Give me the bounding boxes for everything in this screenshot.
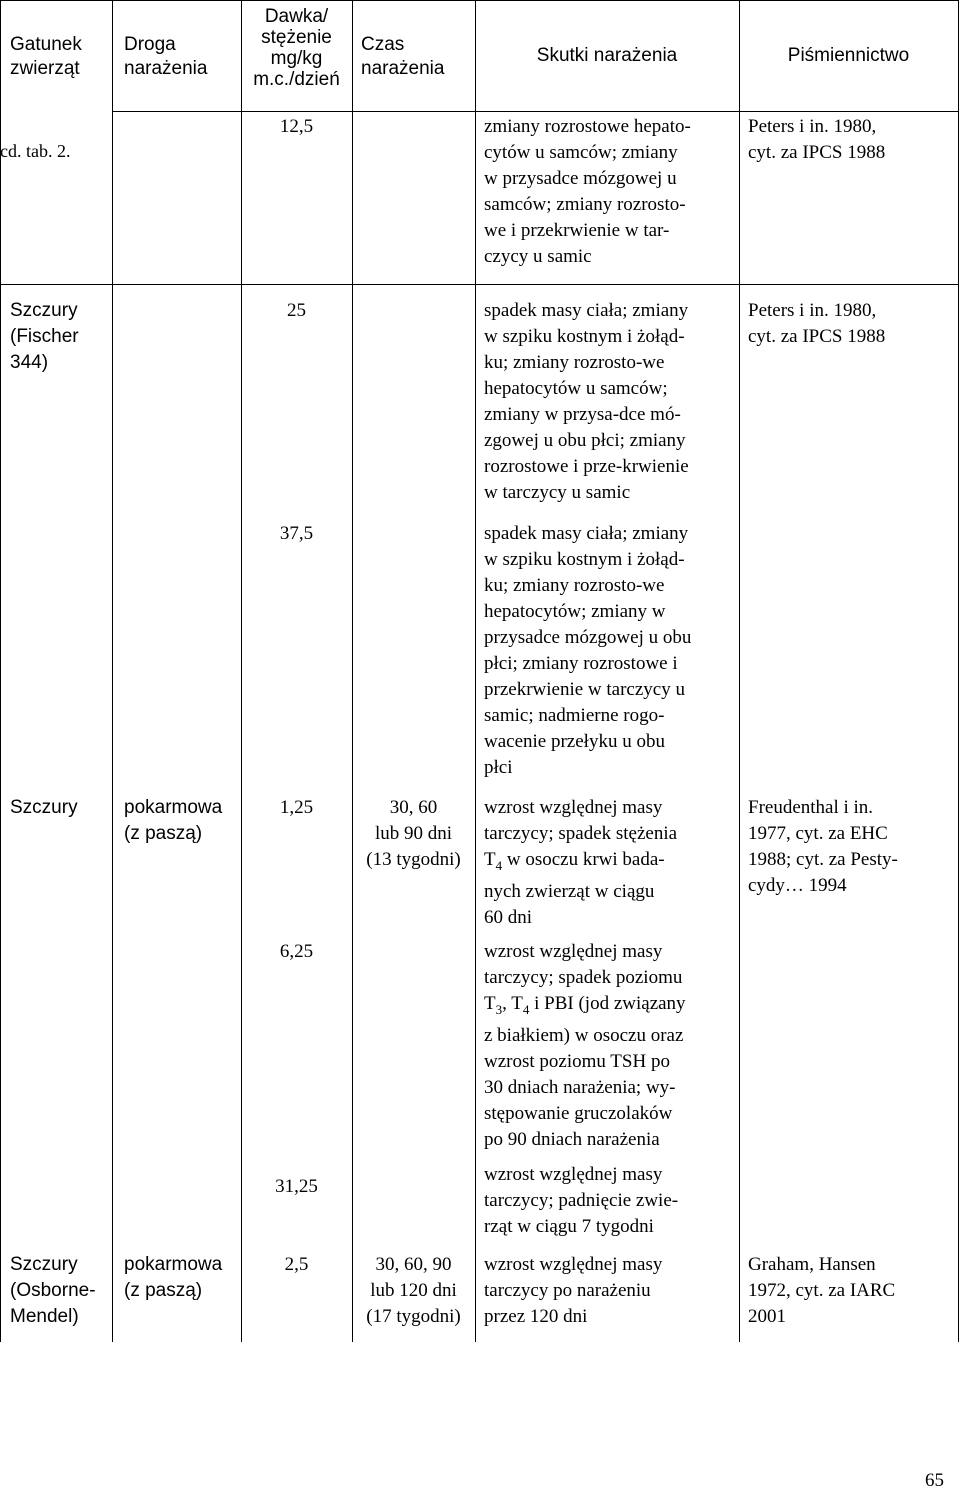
effects-text: wzrost względnej masy tarczycy; spadek poziomu	[484, 941, 683, 988]
column-border	[0, 0, 1, 1342]
cell-effects: wzrost względnej masy tarczycy; padnięcie zwie- rząt w ciągu 7 tygodni	[484, 1164, 679, 1237]
effects-text: wzrost względnej masy tarczycy; spadek stężenia	[484, 797, 678, 844]
row-border	[0, 284, 959, 285]
effects-text: i PBI (jod związany z białkiem) w osoczu oraz wzrost poziomu TSH po 30 dniach narażenia; wy- stępowanie gruczolaków po 90 dniach narażenia	[484, 993, 686, 1150]
cell-effects	[484, 795, 677, 931]
cell-references: Peters i in. 1980, cyt. za IPCS 1988	[748, 300, 886, 347]
subscript: 4	[522, 1001, 530, 1017]
cell-dose: 37,5	[279, 523, 314, 544]
cell-effects: spadek masy ciała; zmiany w szpiku kostnym i żołąd- ku; zmiany rozrosto-we hepatocytów; zmiany w przysadce mózgowej u obu płci; zmiany rozrostowe i przekrwienie w tarczycy u samic; nadmierne rogo- wacenie przełyku u obu płci	[484, 523, 692, 778]
cell-species: Szczury (Fischer 344)	[10, 300, 79, 373]
cell-dose: 2,5	[284, 1254, 309, 1275]
row-border	[112, 111, 959, 112]
cell-dose: 25	[287, 300, 306, 321]
effects-text: w osoczu krwi bada- nych zwierząt w ciągu 60 dni	[484, 849, 665, 928]
header-references: Piśmiennictwo	[787, 45, 910, 66]
header-time: Czas narażenia	[361, 34, 445, 79]
cell-effects: spadek masy ciała; zmiany w szpiku kostnym i żołąd- ku; zmiany rozrosto-we hepatocytów u samców; zmiany w przysa-dce mó- zgowej u obu płci; zmiany rozrostowe i prze-krwienie w tarczycy u samic	[484, 300, 689, 503]
header-dose: Dawka/ stężenie mg/kg m.c./dzień	[253, 6, 340, 90]
cell-species: Szczury	[10, 797, 78, 818]
cell-species: cd. tab. 2.	[0, 141, 71, 161]
column-border	[739, 0, 740, 1342]
cell-species: Szczury (Osborne- Mendel)	[10, 1254, 96, 1327]
header-effects: Skutki narażenia	[536, 45, 678, 66]
effects-text: , T	[502, 993, 523, 1014]
cell-dose: 6,25	[279, 941, 314, 962]
cell-dose: 31,25	[275, 1176, 318, 1197]
column-border	[475, 0, 476, 1342]
cell-effects: zmiany rozrostowe hepato- cytów u samców; zmiany w przysadce mózgowej u samców; zmiany rozrosto- we i przekrwienie w tar- czycy u samic	[484, 116, 691, 267]
page-number: 65	[925, 1470, 944, 1491]
column-border	[241, 0, 242, 1342]
cell-route: pokarmowa (z paszą)	[124, 797, 223, 844]
row-border	[0, 0, 959, 1]
cell-time: 30, 60 lub 90 dni (13 tygodni)	[366, 797, 461, 870]
cell-references: Peters i in. 1980, cyt. za IPCS 1988	[748, 116, 886, 163]
cell-references: Freudenthal i in. 1977, cyt. za EHC 1988; cyt. za Pesty- cydy… 1994	[748, 797, 898, 896]
subscript: 3	[495, 1001, 503, 1017]
cell-dose: 12,5	[279, 116, 314, 137]
cell-effects	[484, 939, 686, 1153]
effects-text: T	[484, 849, 496, 870]
effects-text: T	[484, 993, 496, 1014]
column-border	[112, 0, 113, 1342]
header-route: Droga narażenia	[124, 34, 208, 79]
cell-route: pokarmowa (z paszą)	[124, 1254, 223, 1301]
cell-dose: 1,25	[279, 797, 314, 818]
column-border	[958, 0, 959, 1342]
subscript: 4	[495, 857, 503, 873]
column-border	[352, 0, 353, 1342]
cell-time: 30, 60, 90 lub 120 dni (17 tygodni)	[366, 1254, 461, 1327]
cell-effects: wzrost względnej masy tarczycy po narażeniu przez 120 dni	[484, 1254, 663, 1327]
cell-references: Graham, Hansen 1972, cyt. za IARC 2001	[748, 1254, 896, 1327]
header-species: Gatunek zwierząt	[10, 34, 82, 79]
